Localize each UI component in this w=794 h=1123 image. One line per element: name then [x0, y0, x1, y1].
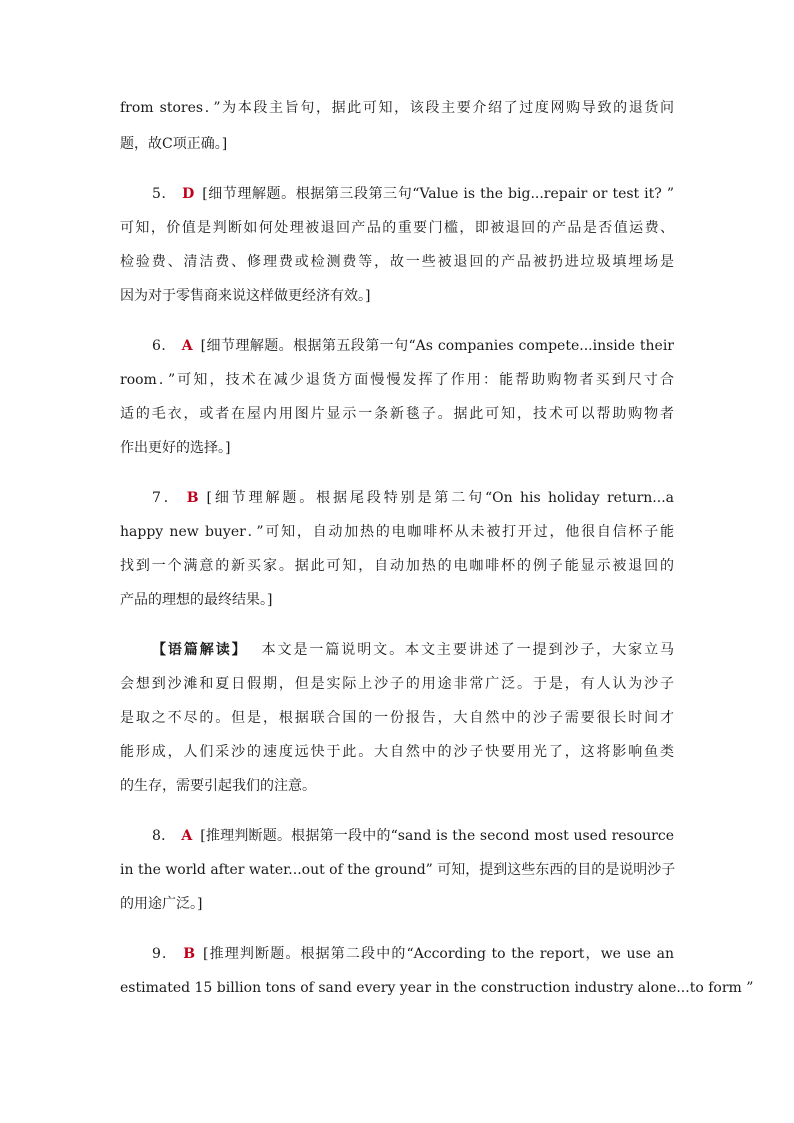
text-line: 本文是一篇说明文。本文主要讲述了一提到沙子，大家立马 — [261, 642, 675, 658]
question-number: 9． — [152, 946, 178, 962]
question-6 — [152, 336, 674, 356]
text-line: [细节理解题。根据尾段特别是第二句“On his holiday return...a — [206, 490, 674, 506]
answer-letter: A — [181, 828, 193, 844]
text-line: 的生存，需要引起我们的注意。 — [120, 778, 316, 794]
answer-letter: B — [186, 490, 199, 506]
question-8 — [152, 826, 674, 846]
text-line: [推理判断题。根据第二段中的“According to the report，we use an — [203, 946, 674, 962]
question-number: 6． — [152, 338, 176, 354]
reading-heading: 【语篇解读】 — [152, 642, 248, 658]
text-line: 会想到沙滩和夏日假期，但是实际上沙子的用途非常广泛。于是，有人认为沙子 — [120, 676, 674, 692]
text-line: 适的毛衣，或者在屋内用图片显示一条新毯子。据此可知，技术可以帮助购物者 — [120, 406, 674, 422]
text-line: [细节理解题。根据第三段第三句“Value is the big...repair or test it? ” — [202, 186, 674, 202]
question-number: 7． — [152, 490, 181, 506]
text-line: from stores．”为本段主旨句，据此可知，该段主要介绍了过度网购导致的退货问 — [120, 100, 674, 116]
question-number: 5． — [152, 186, 177, 202]
text-line: 检验费、清洁费、修理费或检测费等，故一些被退回的产品被扔进垃圾填埋场是 — [120, 254, 674, 270]
reading-summary — [152, 640, 674, 660]
text-line: room．”可知，技术在减少退货方面慢慢发挥了作用：能帮助购物者买到尺寸合 — [120, 372, 674, 388]
text-line: [推理判断题。根据第一段中的“sand is the second most used resource — [200, 828, 674, 844]
question-9 — [152, 944, 674, 964]
text-line: 作出更好的选择。] — [120, 440, 231, 456]
text-line: 找到一个满意的新买家。据此可知，自动加热的电咖啡杯的例子能显示被退回的 — [120, 558, 674, 574]
text-line: 能形成，人们采沙的速度远快于此。大自然中的沙子快要用光了，这将影响鱼类 — [120, 744, 674, 760]
text-line: 因为对于零售商来说这样做更经济有效。] — [120, 288, 371, 304]
text-line: estimated 15 billion tons of sand every year in the construction industry alone...to form ” — [120, 980, 754, 996]
text-line: happy new buyer．”可知，自动加热的电咖啡杯从未被打开过，他很自信杯子能 — [120, 524, 674, 540]
text-line: 题，故C项正确。] — [120, 136, 228, 152]
text-line: 的用途广泛。] — [120, 896, 203, 912]
text-line: 是取之不尽的。但是，根据联合国的一份报告，大自然中的沙子需要很长时间才 — [120, 710, 674, 726]
answer-letter: B — [183, 946, 196, 962]
question-5 — [152, 184, 674, 204]
text-line: 产品的理想的最终结果。] — [120, 592, 273, 608]
question-7 — [152, 488, 674, 508]
text-line: 可知，价值是判断如何处理被退回产品的重要门槛，即被退回的产品是否值运费、 — [120, 220, 674, 236]
text-line: in the world after water...out of the ground” 可知，提到这些东西的目的是说明沙子 — [120, 862, 676, 878]
question-number: 8． — [152, 828, 176, 844]
text-line: [细节理解题。根据第五段第一句“As companies compete...inside their — [200, 338, 674, 354]
answer-letter: A — [181, 338, 193, 354]
answer-letter: D — [182, 186, 195, 202]
